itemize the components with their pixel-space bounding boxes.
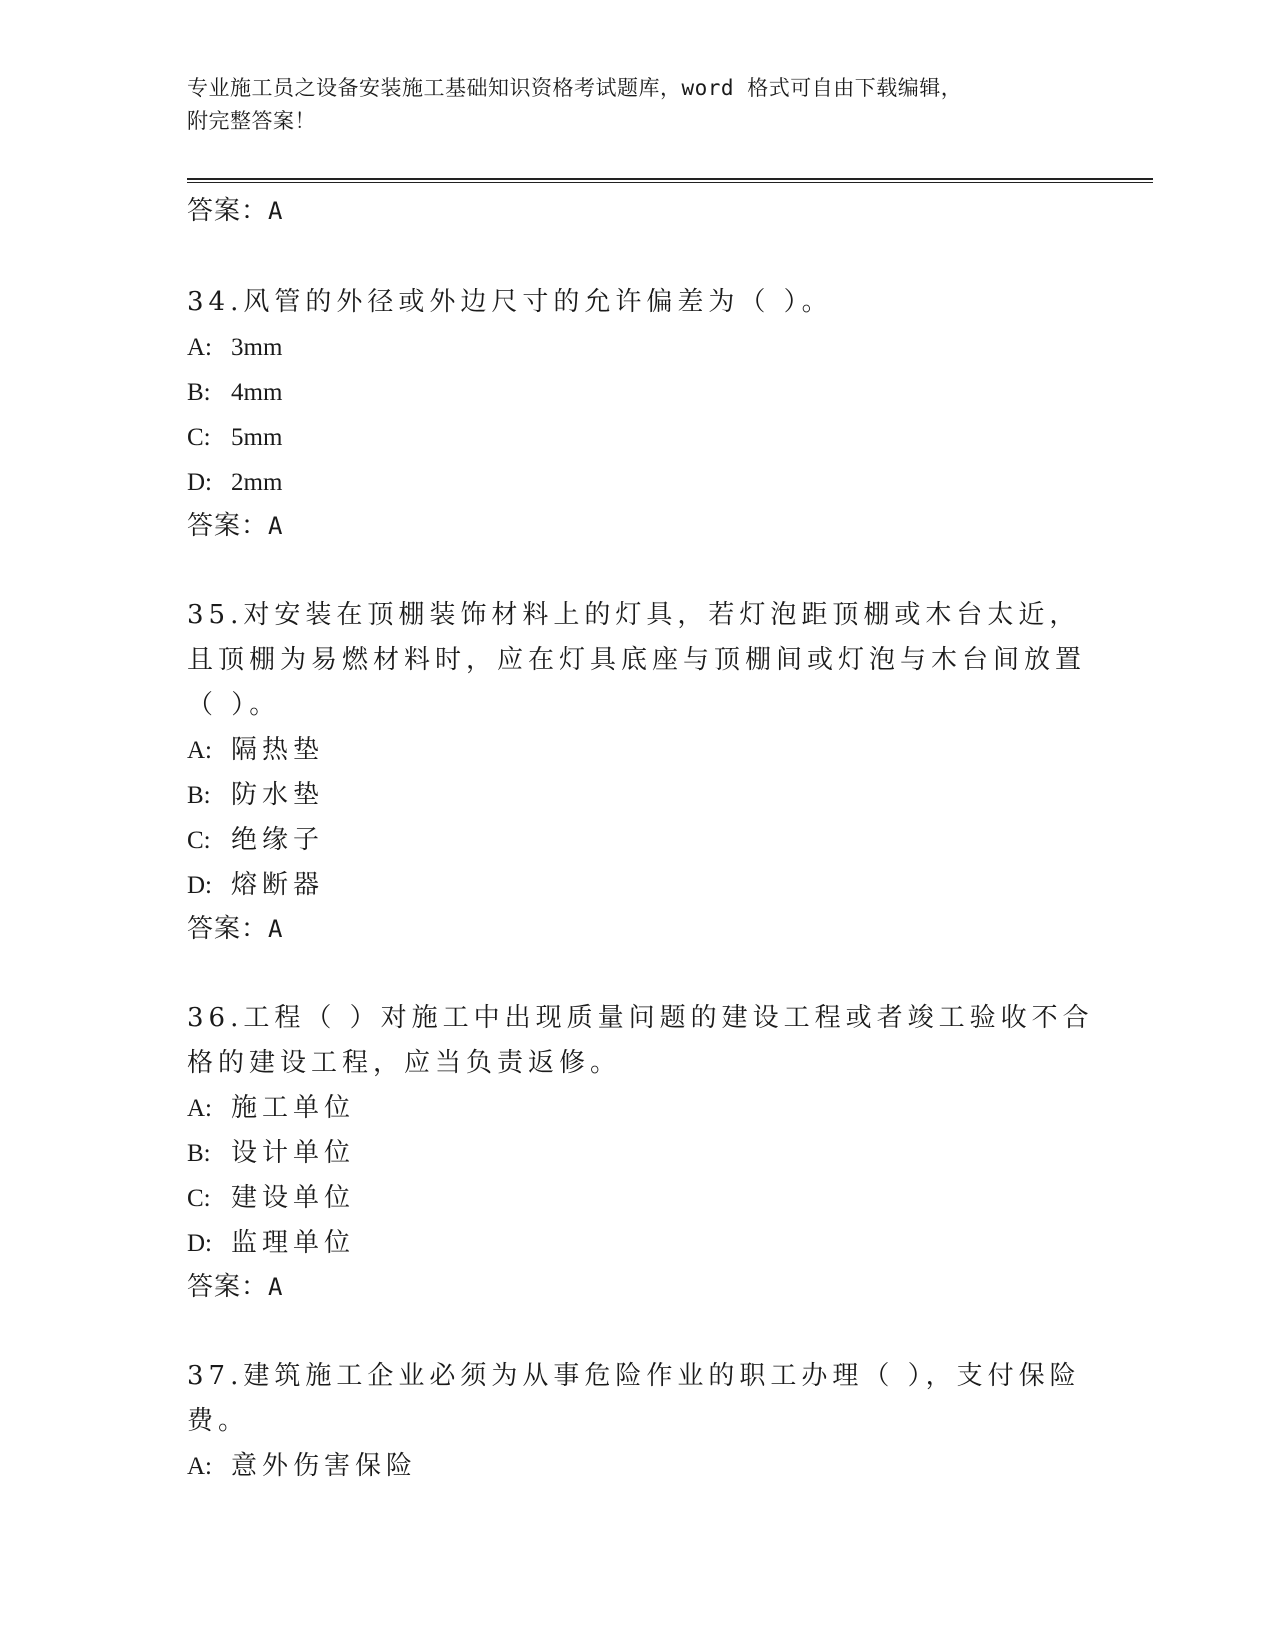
- option-text: 4mm: [231, 379, 283, 406]
- question-list: [187, 190, 1107, 1489]
- option-text: 5mm: [231, 424, 283, 451]
- option-a: [187, 1086, 1107, 1131]
- option-a: [187, 325, 1107, 370]
- answer-value: A: [268, 512, 284, 540]
- option-letter: A:: [187, 737, 212, 764]
- option-letter: C:: [187, 424, 211, 451]
- option-letter: C:: [187, 827, 211, 854]
- option-d: [187, 1221, 1107, 1266]
- option-letter: D:: [187, 1230, 212, 1257]
- option-letter: D:: [187, 872, 212, 899]
- option-text: 监理单位: [231, 1228, 356, 1258]
- option-text: 建设单位: [231, 1183, 356, 1213]
- answer-label: 答案：: [187, 1272, 269, 1302]
- answer-line: [187, 908, 1107, 950]
- option-b: [187, 1131, 1107, 1176]
- header-line-2: 附完整答案！: [187, 109, 316, 133]
- option-letter: B:: [187, 379, 211, 406]
- header-divider: [187, 178, 1153, 183]
- option-a: [187, 1444, 1107, 1489]
- option-c: [187, 818, 1107, 863]
- answer-label: 答案：: [187, 511, 269, 541]
- option-d: [187, 460, 1107, 505]
- answer-label: 答案：: [187, 196, 269, 226]
- question-37: 37.建筑施工企业必须为从事危险作业的职工办理（ ），支付保险费。: [187, 1361, 1081, 1436]
- option-letter: B:: [187, 1140, 211, 1167]
- answer-value: A: [268, 197, 284, 225]
- option-letter: B:: [187, 782, 211, 809]
- option-a: [187, 728, 1107, 773]
- option-text: 3mm: [231, 334, 283, 361]
- option-c: [187, 415, 1107, 460]
- question-34: 34.风管的外径或外边尺寸的允许偏差为（ ）。: [187, 287, 833, 317]
- question-36: 36.工程（ ）对施工中出现质量问题的建设工程或者竣工验收不合格的建设工程，应当负责返修。: [187, 1003, 1094, 1078]
- option-b: [187, 773, 1107, 818]
- page-header: [187, 72, 1087, 138]
- answer-line: [187, 505, 1107, 547]
- option-c: [187, 1176, 1107, 1221]
- option-letter: A:: [187, 1095, 212, 1122]
- option-text: 熔断器: [231, 870, 325, 900]
- answer-label: 答案：: [187, 914, 269, 944]
- option-text: 设计单位: [231, 1138, 356, 1168]
- header-line-1: 专业施工员之设备安装施工基础知识资格考试题库，word 格式可自由下载编辑，: [187, 76, 963, 100]
- answer-value: A: [268, 915, 284, 943]
- option-letter: C:: [187, 1185, 211, 1212]
- option-text: 意外伤害保险: [231, 1451, 418, 1481]
- option-text: 隔热垫: [231, 735, 325, 765]
- option-b: [187, 370, 1107, 415]
- option-letter: D:: [187, 469, 212, 496]
- option-letter: A:: [187, 1453, 212, 1480]
- option-letter: A:: [187, 334, 212, 361]
- option-text: 绝缘子: [231, 825, 325, 855]
- question-35: 35.对安装在顶棚装饰材料上的灯具，若灯泡距顶棚或木台太近，且顶棚为易燃材料时，应在灯具底座与顶棚间或灯泡与木台间放置（ ）。: [187, 600, 1087, 720]
- option-text: 施工单位: [231, 1093, 356, 1123]
- answer-line: [187, 190, 1107, 232]
- option-d: [187, 863, 1107, 908]
- option-text: 防水垫: [231, 780, 325, 810]
- answer-value: A: [268, 1273, 284, 1301]
- answer-line: [187, 1266, 1107, 1308]
- option-text: 2mm: [231, 469, 283, 496]
